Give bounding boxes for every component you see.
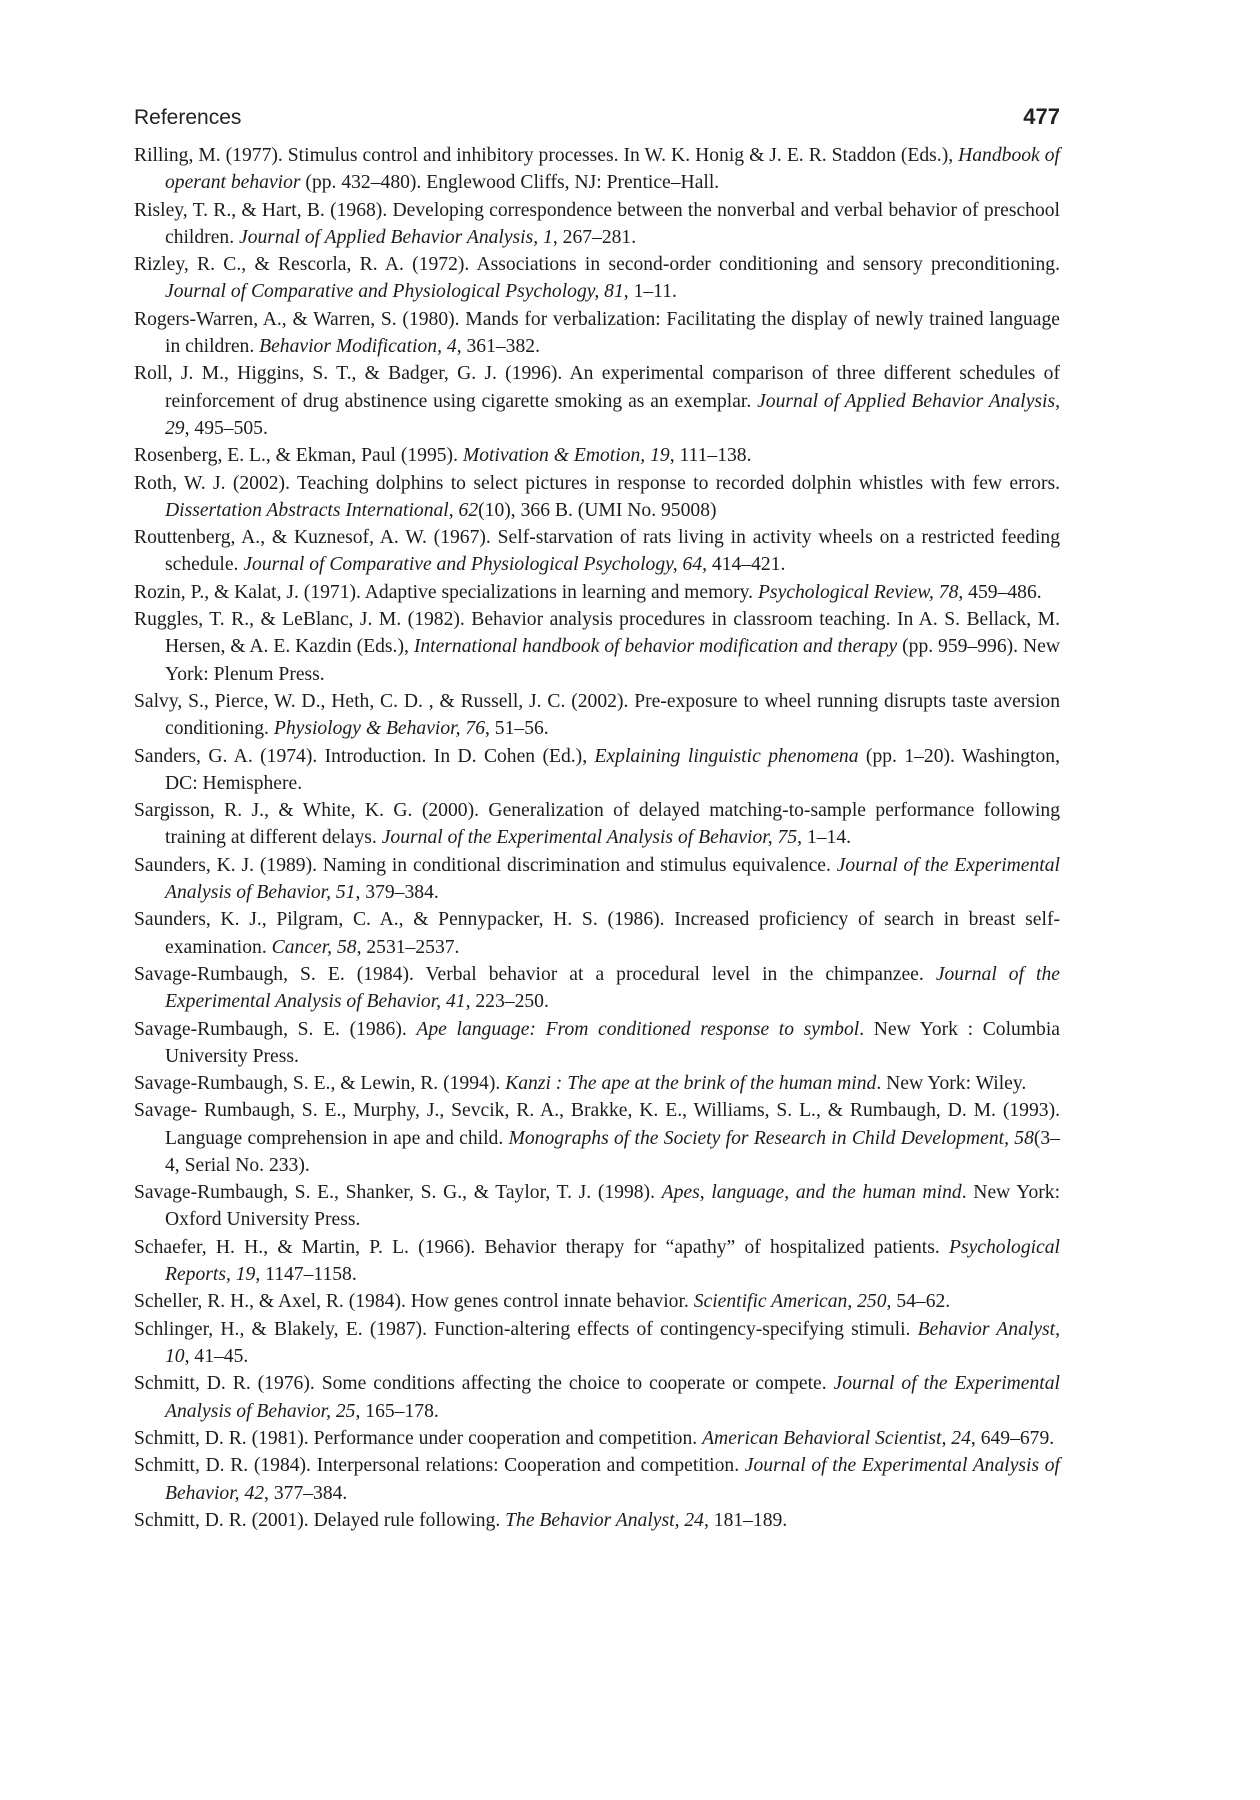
- reference-source-title: Journal of the Experimental Analysis of Behavior, 51: [165, 854, 1060, 903]
- reference-source-title: Journal of the Experimental Analysis of Behavior, 75: [381, 827, 798, 849]
- reference-source-title: Monographs of the Society for Research in Child Development, 58: [508, 1127, 1034, 1149]
- page: [134, 104, 1060, 1534]
- reference-entry: [134, 1452, 1060, 1506]
- reference-pages: , 165–178.: [355, 1400, 439, 1422]
- reference-pages: , 41–45.: [184, 1346, 249, 1368]
- reference-pages: , 223–250.: [465, 991, 549, 1013]
- reference-source-title: Handbook of operant behavior: [165, 145, 1060, 194]
- reference-source-title: International handbook of behavior modification and therapy: [413, 636, 898, 658]
- reference-text: Schmitt, D. R. (1984). Interpersonal relations: Cooperation and competition.: [134, 1455, 745, 1477]
- reference-pages: , 495–505.: [184, 417, 268, 439]
- reference-pages: , 54–62.: [886, 1291, 951, 1313]
- reference-entry: [134, 606, 1060, 688]
- reference-text: Savage-Rumbaugh, S. E. (1984). Verbal behavior at a procedural level in the chimpanzee.: [134, 963, 936, 985]
- reference-source-title: Kanzi : The ape at the brink of the human mind: [505, 1073, 877, 1095]
- reference-source-title: Physiology & Behavior, 76: [273, 718, 485, 740]
- reference-entry: [134, 743, 1060, 797]
- reference-entry: [134, 1370, 1060, 1424]
- reference-pages: . New York: Oxford University Press.: [165, 1182, 1061, 1231]
- reference-source-title: Journal of Applied Behavior Analysis, 1: [239, 226, 553, 248]
- reference-entry: [134, 1425, 1060, 1452]
- reference-source-title: Journal of Comparative and Physiological Psychology, 64: [243, 554, 703, 576]
- reference-pages: , 459–486.: [958, 581, 1042, 603]
- reference-text: Sanders, G. A. (1974). Introduction. In D. Cohen (Ed.),: [134, 745, 595, 767]
- reference-text: Schaefer, H. H., & Martin, P. L. (1966). Behavior therapy for “apathy” of hospitalized patients.: [134, 1236, 949, 1258]
- reference-text: Saunders, K. J. (1989). Naming in conditional discrimination and stimulus equivalence.: [134, 854, 837, 876]
- reference-source-title: Motivation & Emotion, 19: [462, 445, 670, 467]
- reference-pages: , 51–56.: [485, 718, 549, 740]
- reference-text: Schmitt, D. R. (1981). Performance under cooperation and competition.: [134, 1428, 703, 1450]
- reference-text: Schlinger, H., & Blakely, E. (1987). Function-altering effects of contingency-specifying stimuli.: [134, 1318, 918, 1340]
- reference-entry: [134, 961, 1060, 1015]
- reference-entry: [134, 142, 1060, 196]
- reference-text: Saunders, K. J., Pilgram, C. A., & Pennypacker, H. S. (1986). Increased proficiency of search in breast self-examination.: [134, 909, 1060, 958]
- reference-entry: [134, 906, 1060, 960]
- reference-source-title: Explaining linguistic phenomena: [594, 745, 859, 767]
- reference-entry: [134, 1507, 1060, 1534]
- reference-text: Roth, W. J. (2002). Teaching dolphins to select pictures in response to recorded dolphin whistles with few errors.: [134, 472, 1060, 494]
- reference-pages: , 2531–2537.: [356, 936, 460, 958]
- reference-text: Schmitt, D. R. (2001). Delayed rule following.: [134, 1510, 506, 1532]
- reference-source-title: Apes, language, and the human mind: [661, 1182, 962, 1204]
- reference-text: Schmitt, D. R. (1976). Some conditions affecting the choice to cooperate or compete.: [134, 1373, 834, 1395]
- reference-text: Savage-Rumbaugh, S. E., Shanker, S. G., & Taylor, T. J. (1998).: [134, 1182, 662, 1204]
- reference-pages: , 1–14.: [797, 827, 852, 849]
- reference-source-title: Scientific American, 250: [693, 1291, 887, 1313]
- reference-entry: [134, 524, 1060, 578]
- reference-entry: [134, 251, 1060, 305]
- reference-text: Rilling, M. (1977). Stimulus control and inhibitory processes. In W. K. Honig & J. E. R. Staddon (Eds.),: [134, 145, 959, 166]
- reference-entry: [134, 360, 1060, 442]
- reference-text: Savage-Rumbaugh, S. E. (1986).: [134, 1018, 417, 1040]
- reference-source-title: Journal of Applied Behavior Analysis, 29: [165, 390, 1061, 439]
- reference-text: Rosenberg, E. L., & Ekman, Paul (1995).: [134, 445, 463, 467]
- reference-entry: [134, 470, 1060, 524]
- reference-entry: [134, 1288, 1060, 1315]
- reference-pages: , 267–281.: [552, 226, 637, 248]
- reference-pages: , 377–384.: [264, 1482, 348, 1504]
- reference-entry: [134, 442, 1060, 469]
- reference-text: Salvy, S., Pierce, W. D., Heth, C. D. , & Russell, J. C. (2002). Pre-exposure to wheel running disrupts taste aversion conditioning.: [134, 690, 1060, 740]
- reference-pages: , 414–421.: [702, 554, 786, 576]
- reference-text: Sargisson, R. J., & White, K. G. (2000). Generalization of delayed matching-to-sample performance following training at different delays.: [134, 800, 1060, 849]
- reference-text: Rizley, R. C., & Rescorla, R. A. (1972). Associations in second-order conditioning and sensory preconditioning.: [134, 254, 1060, 276]
- reference-text: Roll, J. M., Higgins, S. T., & Badger, G. J. (1996). An experimental comparison of three different schedules of reinforcement of drug abstinence using cigarette smoking as an exemplar.: [134, 363, 1060, 412]
- reference-pages: , 379–384.: [355, 881, 439, 903]
- reference-entry: [134, 1016, 1060, 1070]
- reference-text: Ruggles, T. R., & LeBlanc, J. M. (1982). Behavior analysis procedures in classroom teaching. In A. S. Bellack, M. Hersen, & A. E. Kazdin (Eds.),: [134, 609, 1060, 658]
- reference-source-title: Cancer, 58: [271, 936, 357, 958]
- reference-pages: (10), 366 B. (UMI No. 95008): [478, 499, 717, 521]
- reference-text: Savage-Rumbaugh, S. E., & Lewin, R. (1994).: [134, 1073, 506, 1095]
- reference-entry: [134, 306, 1060, 360]
- reference-pages: , 1–11.: [623, 281, 677, 303]
- reference-source-title: Behavior Modification, 4: [259, 335, 457, 357]
- reference-source-title: Behavior Analyst, 10: [165, 1318, 1060, 1368]
- reference-entry: [134, 1179, 1060, 1233]
- running-head: [134, 104, 1060, 130]
- reference-entry: [134, 1316, 1060, 1370]
- reference-pages: , 181–189.: [703, 1510, 788, 1532]
- reference-source-title: Journal of the Experimental Analysis of Behavior, 41: [165, 963, 1060, 1013]
- reference-text: Savage- Rumbaugh, S. E., Murphy, J., Sevcik, R. A., Brakke, K. E., Williams, S. L., & Rumbaugh, D. M. (1993). Language comprehension in ape and child.: [134, 1100, 1060, 1149]
- reference-text: Rogers-Warren, A., & Warren, S. (1980). Mands for verbalization: Facilitating the display of newly trained language in children.: [134, 308, 1060, 357]
- reference-pages: , 111–138.: [669, 445, 752, 467]
- reference-source-title: Dissertation Abstracts International, 62: [165, 499, 479, 521]
- reference-text: Rozin, P., & Kalat, J. (1971). Adaptive specializations in learning and memory.: [134, 581, 758, 603]
- reference-entry: [134, 852, 1060, 906]
- reference-entry: [134, 797, 1060, 851]
- reference-source-title: Psychological Review, 78: [757, 581, 959, 603]
- reference-pages: , 1147–1158.: [255, 1264, 357, 1286]
- reference-source-title: Ape language: From conditioned response to symbol: [416, 1018, 860, 1040]
- reference-entry: [134, 1097, 1060, 1179]
- reference-pages: (pp. 959–996). New York: Plenum Press.: [165, 636, 1060, 685]
- reference-source-title: Journal of the Experimental Analysis of Behavior, 42: [165, 1455, 1060, 1504]
- reference-pages: . New York : Columbia University Press.: [165, 1018, 1060, 1067]
- reference-pages: , 649–679.: [970, 1428, 1055, 1450]
- reference-text: Routtenberg, A., & Kuznesof, A. W. (1967). Self-starvation of rats living in activity wheels on a restricted feeding schedule.: [134, 527, 1060, 576]
- reference-pages: (3–4, Serial No. 233).: [165, 1127, 1060, 1176]
- reference-entry: [134, 197, 1060, 251]
- reference-text: Scheller, R. H., & Axel, R. (1984). How genes control innate behavior.: [134, 1291, 694, 1313]
- reference-list: [134, 142, 1060, 1534]
- reference-entry: [134, 1070, 1060, 1097]
- reference-source-title: Psychological Reports, 19: [165, 1236, 1060, 1286]
- reference-source-title: The Behavior Analyst, 24: [505, 1510, 704, 1532]
- reference-source-title: American Behavioral Scientist, 24: [702, 1428, 971, 1450]
- running-title: References: [134, 106, 242, 129]
- reference-source-title: Journal of the Experimental Analysis of Behavior, 25: [165, 1373, 1060, 1422]
- reference-pages: . New York: Wiley.: [876, 1073, 1027, 1095]
- reference-entry: [134, 688, 1060, 742]
- reference-pages: (pp. 432–480). Englewood Cliffs, NJ: Prentice–Hall.: [300, 172, 720, 194]
- reference-text: Risley, T. R., & Hart, B. (1968). Developing correspondence between the nonverbal and verbal behavior of preschool children.: [134, 199, 1060, 248]
- page-number: 477: [1023, 104, 1060, 129]
- reference-entry: [134, 579, 1060, 606]
- reference-entry: [134, 1234, 1060, 1288]
- reference-pages: , 361–382.: [456, 335, 540, 357]
- reference-source-title: Journal of Comparative and Physiological Psychology, 81: [165, 281, 624, 303]
- reference-pages: (pp. 1–20). Washington, DC: Hemisphere.: [165, 745, 1060, 794]
